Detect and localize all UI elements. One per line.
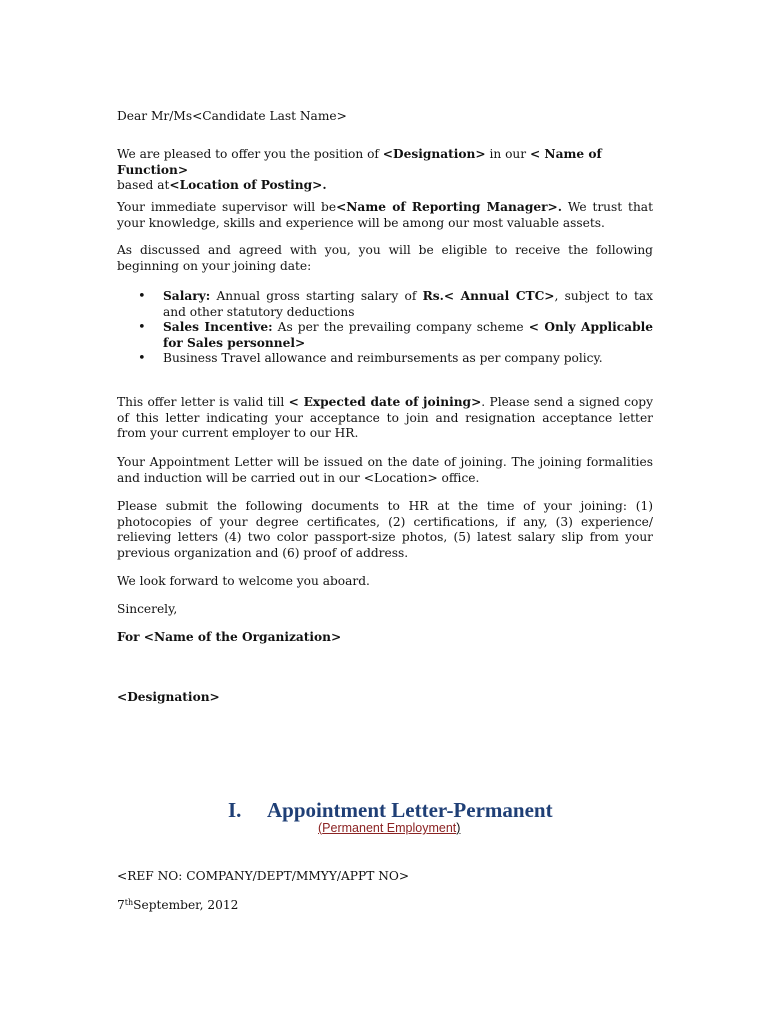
for-organization: For <Name of the Organization> — [117, 630, 342, 644]
salutation: Dear Mr/Ms<Candidate Last Name> — [117, 109, 347, 123]
paragraph-appointment: Your Appointment Letter will be issued on the date of joining. The joining formalities and induction will be carried out in our <Location> office. — [117, 455, 653, 485]
function-placeholder: < Name of Function> — [117, 147, 602, 177]
section-subtitle: (Permanent Employment) — [318, 821, 461, 835]
paragraph-documents: Please submit the following documents to HR at the time of your joining: (1) photocopies of your degree certificates, (2) certifications, if any, (3) experience/ relieving letters (4) two color passport-size photos, (5) latest salary slip from your previous organization and (6) proof of address. — [117, 499, 653, 560]
location-placeholder: <Location of Posting>. — [169, 178, 327, 192]
manager-placeholder: <Name of Reporting Manager>. — [336, 200, 562, 214]
paragraph-welcome: We look forward to welcome you aboard. — [117, 574, 370, 588]
closing: Sincerely, — [117, 602, 178, 616]
paragraph-supervisor: Your immediate supervisor will be<Name of Reporting Manager>. We trust that your knowledge, skills and experience will be among our most valuable assets. — [117, 200, 653, 230]
joining-date-placeholder: < Expected date of joining> — [288, 395, 482, 409]
benefit-travel: • Business Travel allowance and reimbursements as per company policy. — [163, 351, 653, 367]
designation-placeholder: <Designation> — [382, 147, 486, 161]
benefits-list — [117, 289, 653, 367]
section-title: I. Appointment Letter-Permanent — [228, 798, 553, 822]
signatory-designation: <Designation> — [117, 690, 220, 704]
paragraph-benefits-intro: As discussed and agreed with you, you will be eligible to receive the following beginning on your joining date: — [117, 243, 653, 273]
paragraph-position: We are pleased to offer you the position of <Designation> in our < Name of Function> based at<Location of Posting>. — [117, 147, 602, 192]
benefit-sales-incentive: • Sales Incentive: As per the prevailing company scheme < Only Applicable for Sales personnel> — [163, 320, 653, 351]
paragraph-validity: This offer letter is valid till < Expected date of joining>. Please send a signed copy of this letter indicating your acceptance to join and resignation acceptance letter from your current employer to our HR. — [117, 395, 653, 440]
benefit-salary: • Salary: Annual gross starting salary of Rs.< Annual CTC>, subject to tax and other statutory deductions — [163, 289, 653, 320]
letter-date: 7thSeptember, 2012 — [117, 898, 239, 912]
section-number: I. — [228, 798, 242, 822]
reference-number: <REF NO: COMPANY/DEPT/MMYY/APPT NO> — [117, 869, 410, 883]
